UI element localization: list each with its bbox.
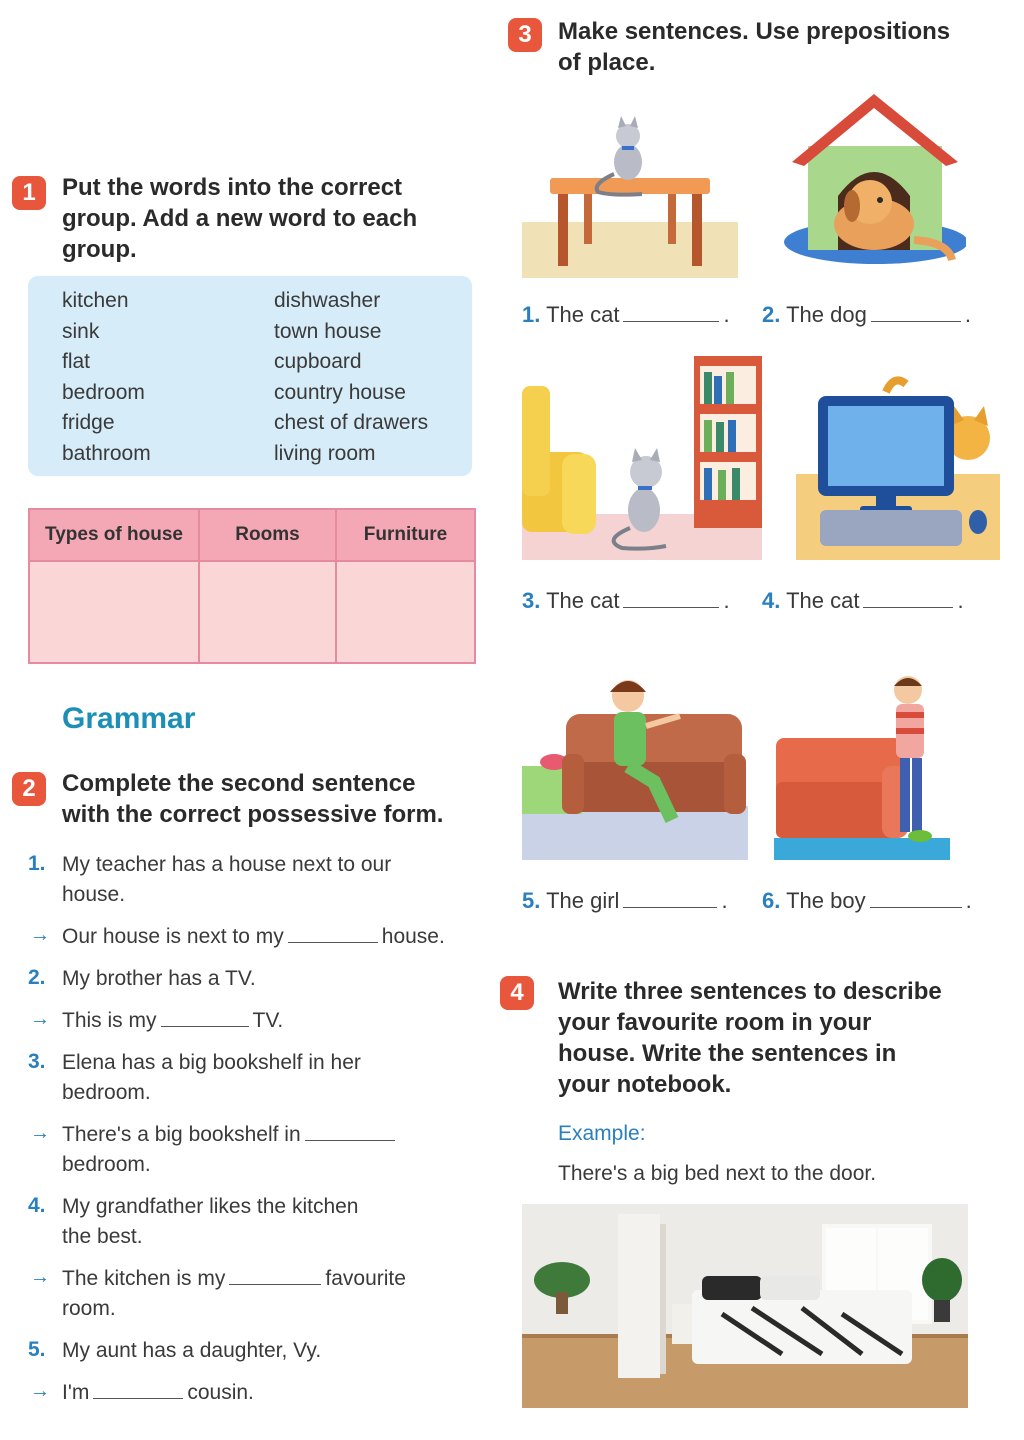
word: sink	[62, 319, 100, 343]
exercise-1-title	[62, 172, 417, 265]
answer-blank[interactable]	[623, 588, 719, 608]
boy-next-to-armchair-illustration	[774, 672, 950, 860]
grammar-heading: Grammar	[62, 702, 196, 735]
dog-in-kennel-illustration	[780, 92, 966, 276]
word: chest of drawers	[274, 411, 429, 434]
table-cell-rooms[interactable]	[199, 561, 336, 663]
caption-number: 6.	[762, 888, 781, 913]
sentence: My teacher has a house next to our	[62, 853, 392, 876]
sentence: bedroom.	[62, 1081, 151, 1104]
answer-line	[62, 1120, 399, 1150]
caption-text: The cat	[546, 588, 620, 613]
item-number: 5.	[28, 1338, 46, 1361]
word: cupboard	[274, 350, 362, 373]
title-line: of place.	[558, 49, 656, 76]
sentence: My aunt has a daughter, Vy.	[62, 1339, 322, 1362]
caption-1: 1. The cat .	[522, 302, 730, 327]
title-line: your favourite room in your	[558, 1009, 872, 1036]
item-number: 1.	[28, 852, 46, 875]
table-header-rooms: Rooms	[199, 509, 336, 561]
caption-4: 4. The cat .	[762, 588, 964, 613]
title-line: Write three sentences to describe	[558, 978, 942, 1005]
answer-blank[interactable]	[229, 1265, 321, 1285]
item-number: 4.	[28, 1194, 46, 1217]
answer-suffix: room.	[62, 1297, 116, 1320]
exercise-1-badge: 1	[12, 176, 46, 210]
caption-number: 4.	[762, 588, 781, 613]
answer-line	[62, 922, 445, 952]
item-number: 3.	[28, 1050, 46, 1073]
caption-text: The girl	[546, 888, 620, 913]
word: flat	[62, 350, 91, 373]
sentence: My brother has a TV.	[62, 967, 256, 990]
caption-text: The dog	[786, 302, 867, 327]
arrow-icon: →	[30, 1008, 50, 1030]
caption-number: 1.	[522, 302, 541, 327]
word-column-right	[274, 286, 428, 469]
answer-prefix: The kitchen is my	[62, 1267, 226, 1290]
title-line: group. Add a new word to each	[62, 205, 418, 232]
cat-behind-computer-illustration	[796, 374, 1000, 560]
word: kitchen	[62, 289, 129, 312]
title-line: group.	[62, 236, 137, 263]
table-cell-types[interactable]	[29, 561, 199, 663]
answer-line	[62, 1006, 283, 1036]
table-header-furniture: Furniture	[336, 509, 475, 561]
word: living room	[274, 441, 376, 465]
bedroom-photo	[522, 1204, 968, 1408]
answer-line	[62, 1264, 406, 1294]
word: bedroom	[62, 380, 145, 404]
answer-suffix: TV.	[252, 1009, 284, 1032]
answer-blank[interactable]	[93, 1379, 183, 1399]
caption-3: 3. The cat .	[522, 588, 730, 613]
sentence: house.	[62, 883, 126, 906]
caption-number: 5.	[522, 888, 541, 913]
caption-5: 5. The girl .	[522, 888, 728, 913]
grouping-table	[28, 508, 476, 664]
table-header-types-of-house: Types of house	[29, 509, 199, 561]
arrow-icon: →	[30, 1266, 50, 1288]
answer-blank[interactable]	[305, 1121, 395, 1141]
answer-blank[interactable]	[623, 888, 717, 908]
word-box	[28, 276, 472, 476]
word: town house	[274, 319, 382, 343]
item-number: 2.	[28, 966, 46, 989]
caption-number: 3.	[522, 588, 541, 613]
answer-prefix: Our house is next to my	[62, 925, 284, 948]
arrow-icon: →	[30, 1122, 50, 1144]
answer-blank[interactable]	[161, 1007, 249, 1027]
answer-prefix: There's a big bookshelf in	[62, 1123, 301, 1146]
caption-text: The cat	[786, 588, 860, 613]
title-line: house. Write the sentences in	[558, 1040, 897, 1067]
cat-on-table-illustration	[522, 110, 738, 278]
caption-number: 2.	[762, 302, 781, 327]
sentence: the best.	[62, 1225, 143, 1248]
exercise-4-title	[558, 976, 942, 1100]
word: country house	[274, 380, 406, 404]
example-label: Example:	[558, 1122, 646, 1145]
answer-suffix: favourite	[325, 1267, 406, 1290]
cat-between-chair-and-shelf-illustration	[522, 356, 762, 560]
answer-blank[interactable]	[863, 588, 953, 608]
girl-on-sofa-illustration	[522, 670, 748, 860]
title-line: Make sentences. Use prepositions	[558, 18, 951, 45]
exercise-3-badge: 3	[508, 18, 542, 52]
answer-blank[interactable]	[870, 888, 962, 908]
title-line: Complete the second sentence	[62, 770, 416, 797]
word: fridge	[62, 411, 115, 434]
answer-blank[interactable]	[288, 923, 378, 943]
answer-prefix: This is my	[62, 1009, 157, 1032]
answer-blank[interactable]	[623, 302, 719, 322]
answer-suffix: cousin.	[187, 1381, 254, 1404]
arrow-icon: →	[30, 1380, 50, 1402]
exercise-2-title	[62, 768, 443, 830]
answer-line	[62, 1378, 254, 1408]
word-column-left	[62, 286, 151, 469]
caption-text: The cat	[546, 302, 620, 327]
word: bathroom	[62, 441, 151, 465]
sentence: My grandfather likes the kitchen	[62, 1195, 359, 1218]
title-line: Put the words into the correct	[62, 174, 403, 201]
title-line: your notebook.	[558, 1071, 732, 1098]
exercise-2-badge: 2	[12, 772, 46, 806]
answer-prefix: I'm	[62, 1381, 90, 1404]
answer-suffix: bedroom.	[62, 1153, 151, 1176]
sentence: Elena has a big bookshelf in her	[62, 1051, 361, 1074]
caption-text: The boy	[786, 888, 866, 913]
answer-suffix: house.	[381, 925, 445, 948]
answer-blank[interactable]	[871, 302, 961, 322]
caption-2: 2. The dog .	[762, 302, 971, 327]
caption-6: 6. The boy .	[762, 888, 972, 913]
example-text: There's a big bed next to the door.	[558, 1162, 877, 1185]
arrow-icon: →	[30, 924, 50, 946]
exercise-4-badge: 4	[500, 976, 534, 1010]
word: dishwasher	[274, 289, 381, 312]
table-cell-furniture[interactable]	[336, 561, 475, 663]
exercise-3-title	[558, 16, 950, 78]
title-line: with the correct possessive form.	[62, 801, 444, 828]
